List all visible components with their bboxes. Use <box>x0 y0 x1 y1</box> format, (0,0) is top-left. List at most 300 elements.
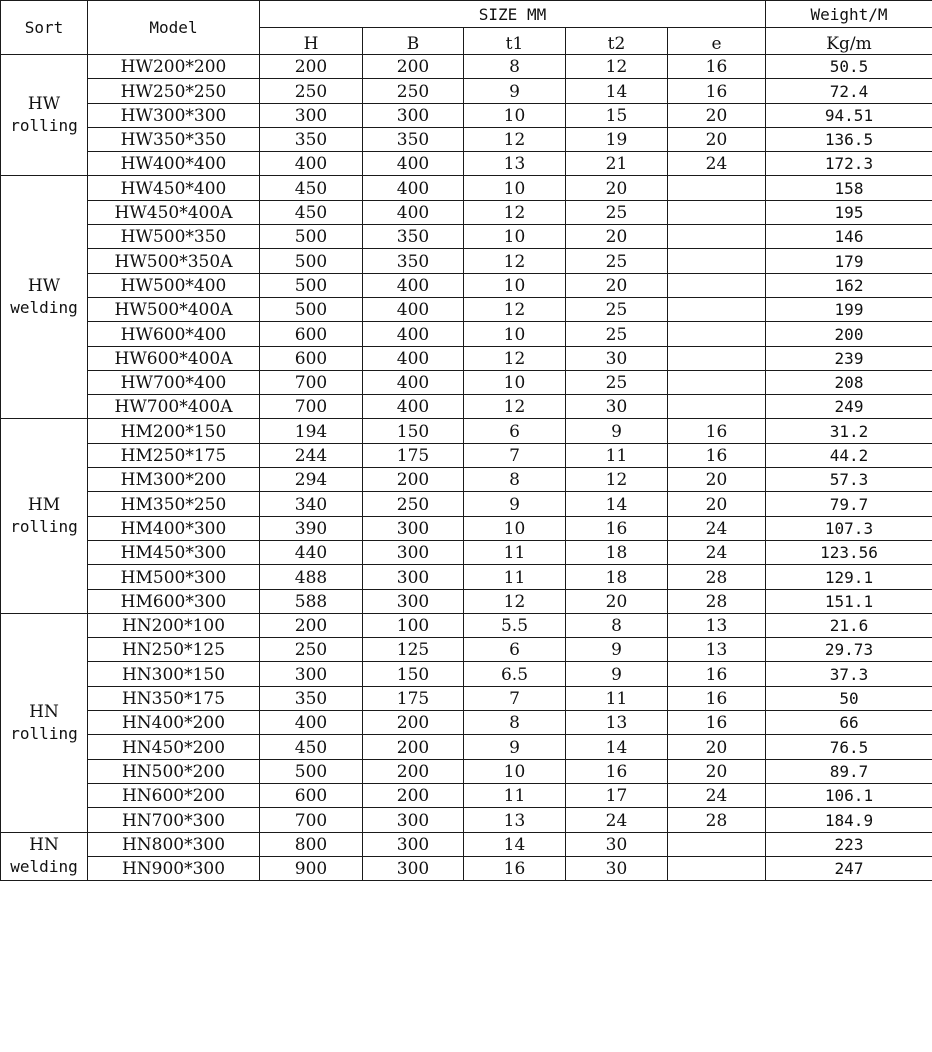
b-cell[interactable]: 300 <box>363 589 464 613</box>
t2-cell[interactable]: 16 <box>566 759 668 783</box>
table-row <box>1 225 932 249</box>
model-cell[interactable]: HM200*150 <box>88 419 260 443</box>
e-cell[interactable] <box>668 297 766 321</box>
weight-cell[interactable]: 107.3 <box>766 516 932 540</box>
weight-cell[interactable]: 223 <box>766 832 932 856</box>
t2-cell[interactable]: 12 <box>566 468 668 492</box>
t2-cell[interactable]: 14 <box>566 492 668 516</box>
model-cell[interactable]: HN500*200 <box>88 759 260 783</box>
weight-cell[interactable]: 31.2 <box>766 419 932 443</box>
header-model[interactable]: Model <box>88 1 260 55</box>
model-cell[interactable]: HM500*300 <box>88 565 260 589</box>
h-cell[interactable]: 390 <box>260 516 363 540</box>
table-row <box>1 249 932 273</box>
h-cell[interactable]: 200 <box>260 613 363 637</box>
model-cell[interactable]: HN250*125 <box>88 638 260 662</box>
e-cell[interactable]: 16 <box>668 419 766 443</box>
header-weight-unit[interactable]: Kg/m <box>766 28 932 55</box>
h-cell[interactable]: 450 <box>260 735 363 759</box>
h-cell[interactable]: 400 <box>260 152 363 176</box>
model-cell[interactable]: HN300*150 <box>88 662 260 686</box>
model-cell[interactable]: HN900*300 <box>88 856 260 880</box>
h-cell[interactable]: 588 <box>260 589 363 613</box>
t2-cell[interactable]: 9 <box>566 662 668 686</box>
e-cell[interactable]: 13 <box>668 638 766 662</box>
h-cell[interactable]: 350 <box>260 127 363 151</box>
e-cell[interactable] <box>668 395 766 419</box>
h-cell[interactable]: 450 <box>260 200 363 224</box>
b-cell[interactable]: 300 <box>363 832 464 856</box>
e-cell[interactable]: 20 <box>668 759 766 783</box>
t2-cell[interactable]: 14 <box>566 735 668 759</box>
header-b[interactable]: B <box>363 28 464 55</box>
t1-cell[interactable]: 12 <box>464 200 566 224</box>
t2-cell[interactable]: 20 <box>566 273 668 297</box>
t1-cell[interactable]: 10 <box>464 759 566 783</box>
b-cell[interactable]: 300 <box>363 516 464 540</box>
b-cell[interactable]: 300 <box>363 103 464 127</box>
b-cell[interactable]: 300 <box>363 540 464 564</box>
t1-cell[interactable]: 10 <box>464 322 566 346</box>
model-cell[interactable]: HW450*400A <box>88 200 260 224</box>
weight-cell[interactable]: 44.2 <box>766 443 932 467</box>
b-cell[interactable]: 200 <box>363 55 464 79</box>
model-cell[interactable]: HN800*300 <box>88 832 260 856</box>
table-row <box>1 152 932 176</box>
weight-cell[interactable]: 66 <box>766 711 932 735</box>
t1-cell[interactable]: 11 <box>464 783 566 807</box>
table-row <box>1 638 932 662</box>
b-cell[interactable]: 400 <box>363 322 464 346</box>
h-cell[interactable]: 488 <box>260 565 363 589</box>
weight-cell[interactable]: 106.1 <box>766 783 932 807</box>
table-row <box>1 468 932 492</box>
weight-cell[interactable]: 249 <box>766 395 932 419</box>
b-cell[interactable]: 175 <box>363 443 464 467</box>
weight-cell[interactable]: 129.1 <box>766 565 932 589</box>
e-cell[interactable]: 20 <box>668 492 766 516</box>
b-cell[interactable]: 400 <box>363 297 464 321</box>
b-cell[interactable]: 150 <box>363 662 464 686</box>
model-cell[interactable]: HN400*200 <box>88 711 260 735</box>
t2-cell[interactable]: 30 <box>566 832 668 856</box>
model-cell[interactable]: HN700*300 <box>88 808 260 832</box>
table-row <box>1 662 932 686</box>
t2-cell[interactable]: 25 <box>566 370 668 394</box>
table-row <box>1 516 932 540</box>
model-cell[interactable]: HW600*400 <box>88 322 260 346</box>
b-cell[interactable]: 400 <box>363 395 464 419</box>
e-cell[interactable]: 20 <box>668 468 766 492</box>
weight-cell[interactable]: 158 <box>766 176 932 200</box>
b-cell[interactable]: 300 <box>363 856 464 880</box>
t1-cell[interactable]: 12 <box>464 297 566 321</box>
table-row <box>1 79 932 103</box>
table-row <box>1 443 932 467</box>
table-row <box>1 540 932 564</box>
t2-cell[interactable]: 30 <box>566 346 668 370</box>
t1-cell[interactable]: 13 <box>464 808 566 832</box>
table-row <box>1 55 932 79</box>
table-row <box>1 103 932 127</box>
t1-cell[interactable]: 16 <box>464 856 566 880</box>
model-cell[interactable]: HN200*100 <box>88 613 260 637</box>
header-t1[interactable]: t1 <box>464 28 566 55</box>
model-cell[interactable]: HW500*400 <box>88 273 260 297</box>
e-cell[interactable]: 28 <box>668 565 766 589</box>
h-cell[interactable]: 350 <box>260 686 363 710</box>
t2-cell[interactable]: 9 <box>566 419 668 443</box>
b-cell[interactable]: 150 <box>363 419 464 443</box>
h-cell[interactable]: 700 <box>260 808 363 832</box>
model-cell[interactable]: HM450*300 <box>88 540 260 564</box>
weight-cell[interactable]: 50 <box>766 686 932 710</box>
t2-cell[interactable]: 14 <box>566 79 668 103</box>
t2-cell[interactable]: 20 <box>566 589 668 613</box>
table-row <box>1 589 932 613</box>
t1-cell[interactable]: 8 <box>464 711 566 735</box>
h-cell[interactable]: 250 <box>260 638 363 662</box>
table-row <box>1 273 932 297</box>
sort-process-label: rolling <box>10 116 78 136</box>
weight-cell[interactable]: 94.51 <box>766 103 932 127</box>
table-row <box>1 297 932 321</box>
weight-cell[interactable]: 239 <box>766 346 932 370</box>
t1-cell[interactable]: 10 <box>464 370 566 394</box>
weight-cell[interactable]: 123.56 <box>766 540 932 564</box>
h-cell[interactable]: 600 <box>260 322 363 346</box>
sort-group-cell[interactable] <box>1 832 88 881</box>
weight-cell[interactable]: 76.5 <box>766 735 932 759</box>
table-row <box>1 370 932 394</box>
e-cell[interactable]: 20 <box>668 735 766 759</box>
t1-cell[interactable]: 7 <box>464 443 566 467</box>
t2-cell[interactable]: 20 <box>566 225 668 249</box>
b-cell[interactable]: 400 <box>363 200 464 224</box>
b-cell[interactable]: 200 <box>363 735 464 759</box>
model-cell[interactable]: HW450*400 <box>88 176 260 200</box>
table-row <box>1 808 932 832</box>
t2-cell[interactable]: 16 <box>566 516 668 540</box>
t2-cell[interactable]: 15 <box>566 103 668 127</box>
weight-cell[interactable]: 37.3 <box>766 662 932 686</box>
e-cell[interactable] <box>668 225 766 249</box>
t1-cell[interactable]: 7 <box>464 686 566 710</box>
e-cell[interactable]: 16 <box>668 686 766 710</box>
h-cell[interactable]: 600 <box>260 783 363 807</box>
h-cell[interactable]: 600 <box>260 346 363 370</box>
h-cell[interactable]: 500 <box>260 225 363 249</box>
weight-cell[interactable]: 146 <box>766 225 932 249</box>
e-cell[interactable]: 28 <box>668 589 766 613</box>
h-cell[interactable]: 340 <box>260 492 363 516</box>
e-cell[interactable] <box>668 856 766 880</box>
model-cell[interactable]: HM250*175 <box>88 443 260 467</box>
table-row <box>1 322 932 346</box>
h-cell[interactable]: 700 <box>260 395 363 419</box>
b-cell[interactable]: 200 <box>363 759 464 783</box>
b-cell[interactable]: 350 <box>363 225 464 249</box>
sort-group-cell[interactable] <box>1 55 88 176</box>
b-cell[interactable]: 400 <box>363 176 464 200</box>
table-row <box>1 783 932 807</box>
t1-cell[interactable]: 11 <box>464 540 566 564</box>
t1-cell[interactable]: 12 <box>464 346 566 370</box>
weight-cell[interactable]: 184.9 <box>766 808 932 832</box>
model-cell[interactable]: HW600*400A <box>88 346 260 370</box>
t1-cell[interactable]: 8 <box>464 55 566 79</box>
e-cell[interactable] <box>668 346 766 370</box>
h-cell[interactable]: 294 <box>260 468 363 492</box>
table-row <box>1 127 932 151</box>
weight-cell[interactable]: 79.7 <box>766 492 932 516</box>
e-cell[interactable]: 24 <box>668 152 766 176</box>
e-cell[interactable]: 16 <box>668 79 766 103</box>
model-cell[interactable]: HW500*350 <box>88 225 260 249</box>
e-cell[interactable]: 24 <box>668 540 766 564</box>
t1-cell[interactable]: 9 <box>464 492 566 516</box>
weight-cell[interactable]: 29.73 <box>766 638 932 662</box>
model-cell[interactable]: HW700*400A <box>88 395 260 419</box>
t2-cell[interactable]: 30 <box>566 395 668 419</box>
table-row <box>1 492 932 516</box>
h-cell[interactable]: 244 <box>260 443 363 467</box>
model-cell[interactable]: HW500*400A <box>88 297 260 321</box>
b-cell[interactable]: 350 <box>363 127 464 151</box>
t2-cell[interactable]: 24 <box>566 808 668 832</box>
e-cell[interactable]: 16 <box>668 711 766 735</box>
e-cell[interactable]: 28 <box>668 808 766 832</box>
h-cell[interactable]: 250 <box>260 79 363 103</box>
weight-cell[interactable]: 247 <box>766 856 932 880</box>
b-cell[interactable]: 175 <box>363 686 464 710</box>
e-cell[interactable] <box>668 249 766 273</box>
table-row <box>1 613 932 637</box>
header-t2[interactable]: t2 <box>566 28 668 55</box>
header-e[interactable]: e <box>668 28 766 55</box>
sort-group-cell[interactable] <box>1 176 88 419</box>
model-cell[interactable]: HN600*200 <box>88 783 260 807</box>
sort-process-label: welding <box>10 857 78 877</box>
sort-process-label: rolling <box>10 723 78 743</box>
t2-cell[interactable]: 11 <box>566 686 668 710</box>
header-row-1 <box>1 1 932 28</box>
model-cell[interactable]: HW400*400 <box>88 152 260 176</box>
h-cell[interactable]: 194 <box>260 419 363 443</box>
sort-type-label: HN <box>29 835 59 856</box>
b-cell[interactable]: 300 <box>363 808 464 832</box>
weight-cell[interactable]: 21.6 <box>766 613 932 637</box>
b-cell[interactable]: 250 <box>363 79 464 103</box>
t2-cell[interactable]: 21 <box>566 152 668 176</box>
t1-cell[interactable]: 10 <box>464 225 566 249</box>
b-cell[interactable]: 100 <box>363 613 464 637</box>
table-row <box>1 395 932 419</box>
table-row <box>1 346 932 370</box>
t2-cell[interactable]: 20 <box>566 176 668 200</box>
b-cell[interactable]: 400 <box>363 346 464 370</box>
t1-cell[interactable]: 12 <box>464 249 566 273</box>
e-cell[interactable]: 16 <box>668 443 766 467</box>
header-h[interactable]: H <box>260 28 363 55</box>
model-cell[interactable]: HN450*200 <box>88 735 260 759</box>
t2-cell[interactable]: 9 <box>566 638 668 662</box>
weight-cell[interactable]: 195 <box>766 200 932 224</box>
h-cell[interactable]: 440 <box>260 540 363 564</box>
model-cell[interactable]: HW300*300 <box>88 103 260 127</box>
t1-cell[interactable]: 10 <box>464 516 566 540</box>
h-cell[interactable]: 500 <box>260 249 363 273</box>
t1-cell[interactable]: 11 <box>464 565 566 589</box>
e-cell[interactable] <box>668 176 766 200</box>
sort-group-cell[interactable] <box>1 419 88 613</box>
weight-cell[interactable]: 50.5 <box>766 55 932 79</box>
t2-cell[interactable]: 25 <box>566 297 668 321</box>
h-cell[interactable]: 200 <box>260 55 363 79</box>
sort-process-label: welding <box>10 298 78 318</box>
b-cell[interactable]: 400 <box>363 152 464 176</box>
t2-cell[interactable]: 12 <box>566 55 668 79</box>
t1-cell[interactable]: 9 <box>464 79 566 103</box>
t1-cell[interactable]: 9 <box>464 735 566 759</box>
model-cell[interactable]: HW700*400 <box>88 370 260 394</box>
t1-cell[interactable]: 6.5 <box>464 662 566 686</box>
h-cell[interactable]: 300 <box>260 662 363 686</box>
b-cell[interactable]: 200 <box>363 711 464 735</box>
e-cell[interactable]: 24 <box>668 516 766 540</box>
e-cell[interactable]: 24 <box>668 783 766 807</box>
model-cell[interactable]: HW500*350A <box>88 249 260 273</box>
b-cell[interactable]: 400 <box>363 273 464 297</box>
h-cell[interactable]: 500 <box>260 273 363 297</box>
h-cell[interactable]: 450 <box>260 176 363 200</box>
t1-cell[interactable]: 5.5 <box>464 613 566 637</box>
b-cell[interactable]: 200 <box>363 468 464 492</box>
model-cell[interactable]: HW200*200 <box>88 55 260 79</box>
h-cell[interactable]: 700 <box>260 370 363 394</box>
t2-cell[interactable]: 18 <box>566 540 668 564</box>
t1-cell[interactable]: 12 <box>464 589 566 613</box>
t2-cell[interactable]: 17 <box>566 783 668 807</box>
sort-type-label: HM <box>27 495 61 516</box>
header-sort[interactable]: Sort <box>1 1 88 55</box>
t1-cell[interactable]: 10 <box>464 176 566 200</box>
weight-cell[interactable]: 136.5 <box>766 127 932 151</box>
weight-cell[interactable]: 179 <box>766 249 932 273</box>
h-cell[interactable]: 800 <box>260 832 363 856</box>
table-row <box>1 759 932 783</box>
table-body <box>1 55 932 881</box>
model-cell[interactable]: HM300*200 <box>88 468 260 492</box>
e-cell[interactable] <box>668 832 766 856</box>
sort-type-label: HN <box>29 701 59 722</box>
t1-cell[interactable]: 6 <box>464 638 566 662</box>
weight-cell[interactable]: 151.1 <box>766 589 932 613</box>
b-cell[interactable]: 400 <box>363 370 464 394</box>
weight-cell[interactable]: 200 <box>766 322 932 346</box>
model-cell[interactable]: HM600*300 <box>88 589 260 613</box>
t1-cell[interactable]: 10 <box>464 103 566 127</box>
t2-cell[interactable]: 8 <box>566 613 668 637</box>
e-cell[interactable]: 20 <box>668 127 766 151</box>
b-cell[interactable]: 250 <box>363 492 464 516</box>
e-cell[interactable] <box>668 370 766 394</box>
table-header <box>1 1 932 55</box>
table-row <box>1 686 932 710</box>
e-cell[interactable]: 20 <box>668 103 766 127</box>
t2-cell[interactable]: 30 <box>566 856 668 880</box>
t2-cell[interactable]: 25 <box>566 200 668 224</box>
e-cell[interactable] <box>668 322 766 346</box>
model-cell[interactable]: HW350*350 <box>88 127 260 151</box>
h-cell[interactable]: 300 <box>260 103 363 127</box>
table-row <box>1 832 932 856</box>
t2-cell[interactable]: 19 <box>566 127 668 151</box>
h-cell[interactable]: 500 <box>260 297 363 321</box>
h-cell[interactable]: 900 <box>260 856 363 880</box>
t1-cell[interactable]: 8 <box>464 468 566 492</box>
h-cell[interactable]: 500 <box>260 759 363 783</box>
model-cell[interactable]: HN350*175 <box>88 686 260 710</box>
e-cell[interactable] <box>668 273 766 297</box>
weight-cell[interactable]: 72.4 <box>766 79 932 103</box>
model-cell[interactable]: HW250*250 <box>88 79 260 103</box>
e-cell[interactable]: 13 <box>668 613 766 637</box>
t1-cell[interactable]: 10 <box>464 273 566 297</box>
b-cell[interactable]: 350 <box>363 249 464 273</box>
weight-cell[interactable]: 172.3 <box>766 152 932 176</box>
table-row <box>1 200 932 224</box>
h-cell[interactable]: 400 <box>260 711 363 735</box>
t2-cell[interactable]: 13 <box>566 711 668 735</box>
t1-cell[interactable]: 13 <box>464 152 566 176</box>
table-row <box>1 856 932 880</box>
weight-cell[interactable]: 199 <box>766 297 932 321</box>
table-row <box>1 176 932 200</box>
sort-type-label: HW <box>27 94 61 115</box>
table-row <box>1 711 932 735</box>
t2-cell[interactable]: 11 <box>566 443 668 467</box>
model-cell[interactable]: HM400*300 <box>88 516 260 540</box>
sort-group-cell[interactable] <box>1 613 88 832</box>
e-cell[interactable]: 16 <box>668 55 766 79</box>
t2-cell[interactable]: 25 <box>566 249 668 273</box>
weight-cell[interactable]: 89.7 <box>766 759 932 783</box>
b-cell[interactable]: 300 <box>363 565 464 589</box>
t1-cell[interactable]: 12 <box>464 395 566 419</box>
table-row <box>1 419 932 443</box>
t1-cell[interactable]: 6 <box>464 419 566 443</box>
model-cell[interactable]: HM350*250 <box>88 492 260 516</box>
sort-type-label: HW <box>27 276 61 297</box>
e-cell[interactable]: 16 <box>668 662 766 686</box>
table-row <box>1 735 932 759</box>
weight-cell[interactable]: 57.3 <box>766 468 932 492</box>
sort-process-label: rolling <box>10 517 78 537</box>
weight-cell[interactable]: 208 <box>766 370 932 394</box>
b-cell[interactable]: 125 <box>363 638 464 662</box>
table-row <box>1 565 932 589</box>
header-size-group[interactable]: SIZE MM <box>260 1 766 28</box>
t1-cell[interactable]: 12 <box>464 127 566 151</box>
header-weight-group[interactable]: Weight/M <box>766 1 932 28</box>
t1-cell[interactable]: 14 <box>464 832 566 856</box>
weight-cell[interactable]: 162 <box>766 273 932 297</box>
e-cell[interactable] <box>668 200 766 224</box>
t2-cell[interactable]: 18 <box>566 565 668 589</box>
b-cell[interactable]: 200 <box>363 783 464 807</box>
t2-cell[interactable]: 25 <box>566 322 668 346</box>
